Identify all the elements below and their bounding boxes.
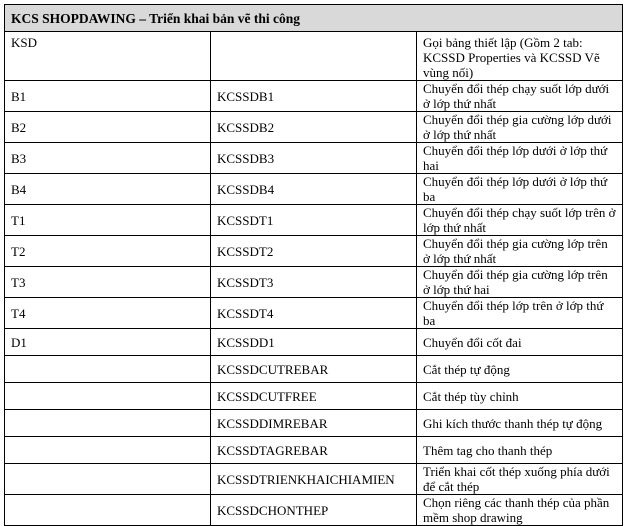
shortcut-cell <box>5 464 211 495</box>
shortcut-cell: T4 <box>5 298 211 329</box>
table-row <box>5 143 623 174</box>
description-cell: Chuyển đổi thép lớp trên ở lớp thứ ba <box>417 298 623 329</box>
shortcut-cell: B4 <box>5 174 211 205</box>
command-table <box>4 4 623 526</box>
description-cell: Triển khai cốt thép xuống phía dưới để cắt thép <box>417 464 623 495</box>
table-title: KCS SHOPDAWING – Triển khai bản vẽ thi công <box>5 5 623 32</box>
description-cell: Chuyển đổi thép gia cường lớp trên ở lớp thứ nhất <box>417 236 623 267</box>
description-cell: Gọi bảng thiết lập (Gồm 2 tab: KCSSD Properties và KCSSD Vẽ vùng nối) <box>417 32 623 81</box>
shortcut-cell: T2 <box>5 236 211 267</box>
shortcut-cell <box>5 495 211 526</box>
shortcut-cell: B1 <box>5 81 211 112</box>
shortcut-cell: KSD <box>5 32 211 81</box>
table-row <box>5 267 623 298</box>
command-cell: KCSSDCHONTHEP <box>211 495 417 526</box>
command-cell: KCSSDDIMREBAR <box>211 410 417 437</box>
shortcut-cell: B3 <box>5 143 211 174</box>
description-cell: Chuyển đổi cốt đai <box>417 329 623 356</box>
description-cell: Chọn riêng các thanh thép của phần mềm shop drawing <box>417 495 623 526</box>
command-cell: KCSSDCUTREBAR <box>211 356 417 383</box>
shortcut-cell <box>5 437 211 464</box>
table-row <box>5 329 623 356</box>
description-cell: Ghi kích thước thanh thép tự động <box>417 410 623 437</box>
description-cell: Cắt thép tự động <box>417 356 623 383</box>
shortcut-cell <box>5 410 211 437</box>
table-row <box>5 81 623 112</box>
command-cell: KCSSDB3 <box>211 143 417 174</box>
table-row <box>5 356 623 383</box>
description-cell: Chuyển đổi thép lớp dưới ở lớp thứ ba <box>417 174 623 205</box>
shortcut-cell <box>5 356 211 383</box>
command-cell: KCSSDT1 <box>211 205 417 236</box>
command-cell: KCSSDCUTFREE <box>211 383 417 410</box>
shortcut-cell: B2 <box>5 112 211 143</box>
table-header-row <box>5 5 623 32</box>
shortcut-cell: T3 <box>5 267 211 298</box>
command-table-container <box>4 4 623 526</box>
table-row <box>5 437 623 464</box>
table-row <box>5 236 623 267</box>
shortcut-cell: T1 <box>5 205 211 236</box>
table-row <box>5 112 623 143</box>
command-cell: KCSSDB2 <box>211 112 417 143</box>
table-row <box>5 32 623 81</box>
table-row <box>5 383 623 410</box>
table-row <box>5 298 623 329</box>
table-row <box>5 410 623 437</box>
description-cell: Chuyển đổi thép gia cường lớp dưới ở lớp thứ nhất <box>417 112 623 143</box>
command-cell: KCSSDB1 <box>211 81 417 112</box>
description-cell: Thêm tag cho thanh thép <box>417 437 623 464</box>
shortcut-cell <box>5 383 211 410</box>
command-cell: KCSSDB4 <box>211 174 417 205</box>
description-cell: Chuyển đổi thép chạy suốt lớp trên ở lớp thứ nhất <box>417 205 623 236</box>
command-cell: KCSSDT3 <box>211 267 417 298</box>
command-cell: KCSSDT4 <box>211 298 417 329</box>
description-cell: Chuyển đổi thép chạy suốt lớp dưới ở lớp thứ nhất <box>417 81 623 112</box>
command-cell: KCSSDD1 <box>211 329 417 356</box>
description-cell: Chuyển đổi thép lớp dưới ở lớp thứ hai <box>417 143 623 174</box>
description-cell: Chuyển đổi thép gia cường lớp trên ở lớp thứ hai <box>417 267 623 298</box>
table-row <box>5 464 623 495</box>
table-row <box>5 174 623 205</box>
shortcut-cell: D1 <box>5 329 211 356</box>
command-cell <box>211 32 417 81</box>
command-cell: KCSSDTAGREBAR <box>211 437 417 464</box>
command-cell: KCSSDT2 <box>211 236 417 267</box>
table-row <box>5 495 623 526</box>
table-row <box>5 205 623 236</box>
description-cell: Cắt thép tùy chỉnh <box>417 383 623 410</box>
command-cell: KCSSDTRIENKHAICHIAMIEN <box>211 464 417 495</box>
